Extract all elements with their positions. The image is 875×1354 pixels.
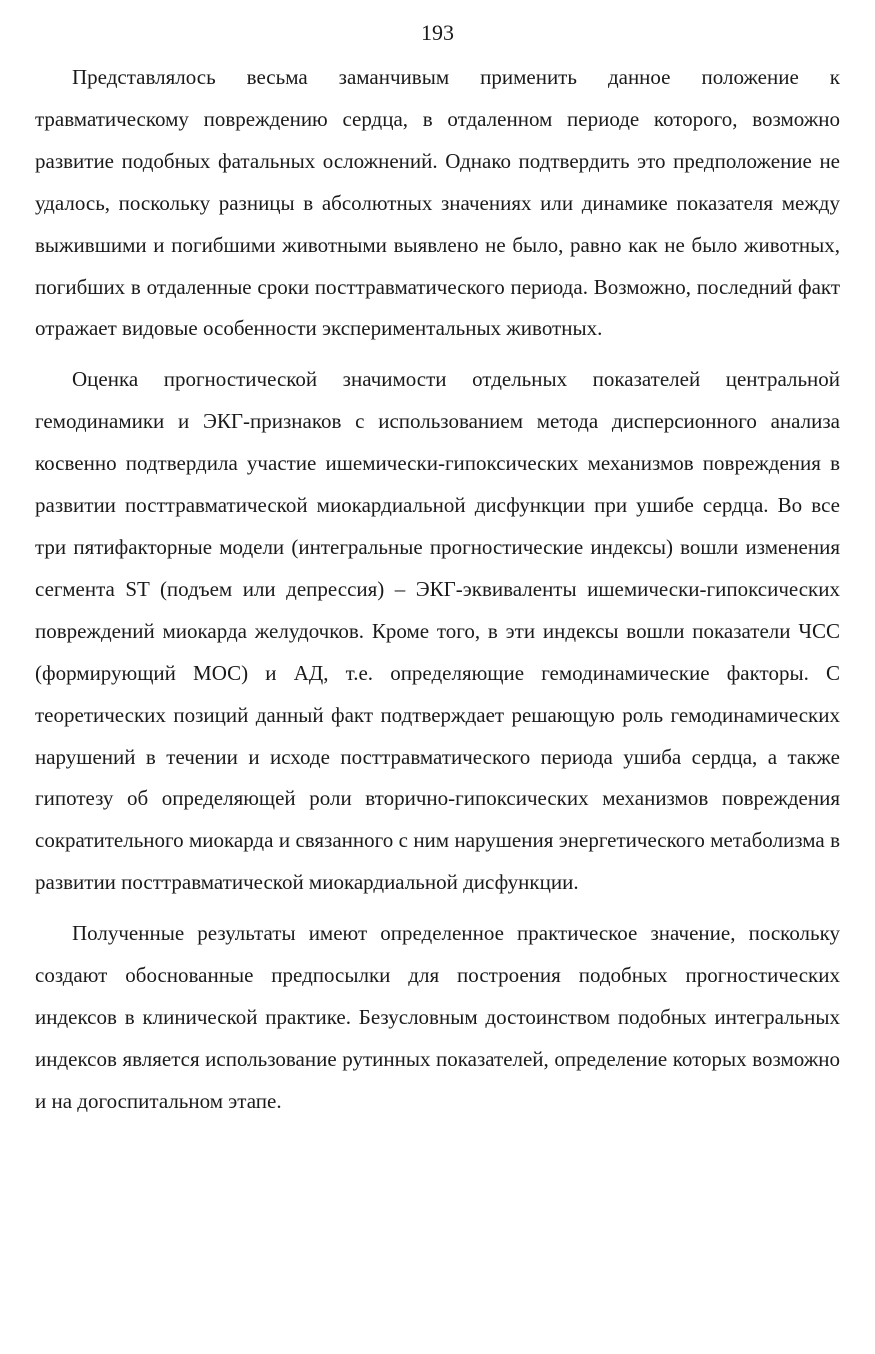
paragraph-2: Оценка прогностической значимости отдельных показателей центральной гемодинамики и ЭКГ-признаков с использованием метода дисперсионного анализа косвенно подтвердила участие ишемически-гипоксических механизмов повреждения в развитии посттравматической миокардиальной дисфункции при ушибе сердца. Во все три пятифакторные модели (интегральные прогностические индексы) вошли изменения сегмента ST (подъем или депрессия) – ЭКГ-эквиваленты ишемически-гипоксических повреждений миокарда желудочков. Кроме того, в эти индексы вошли показатели ЧСС (формирующий МОС) и АД, т.е. определяющие гемодинамические факторы. С теоретических позиций данный факт подтверждает решающую роль гемодинамических нарушений в течении и исходе посттравматического периода ушиба сердца, а также гипотезу об определяющей роли вторично-гипоксических механизмов повреждения сократительного миокарда и связанного с ним нарушения энергетического метаболизма в развитии посттравматической миокардиальной дисфункции.	[35, 367, 840, 895]
page-number: 193	[421, 20, 454, 45]
paragraph-1: Представлялось весьма заманчивым применить данное положение к травматическому повреждению сердца, в отдаленном периоде которого, возможно развитие подобных фатальных осложнений. Однако подтвердить это предположение не удалось, поскольку разницы в абсолютных значениях или динамике показателя между выжившими и погибшими животными выявлено не было, равно как не было животных, погибших в отдаленные сроки посттравматического периода. Возможно, последний факт отражает видовые особенности экспериментальных животных.	[35, 65, 840, 341]
paragraph-3: Полученные результаты имеют определенное практическое значение, поскольку создают обоснованные предпосылки для построения подобных прогностических индексов в клинической практике. Безусловным достоинством подобных интегральных индексов является использование рутинных показателей, определение которых возможно и на догоспитальном этапе.	[35, 921, 840, 1113]
document-body	[35, 57, 840, 1123]
